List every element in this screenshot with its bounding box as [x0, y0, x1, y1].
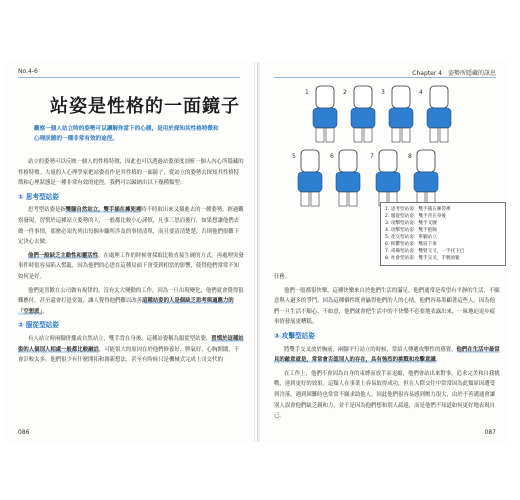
figure-number-3: 3 — [381, 89, 385, 96]
legend-item: 7. 戒備型站姿：雙臂交叉，一手托下巴 — [385, 249, 465, 254]
header-rule — [18, 77, 240, 78]
figure-number-2: 2 — [343, 89, 347, 96]
running-head-left: No.4-6 — [18, 68, 38, 75]
paragraph-8: 在工作上，他們不會因為自身的束縛而放手而退縮，他們會站出來對事，追求完美和自我挑戰，達到更好的效果。這類人在事業上容易取得成功，但在人際交往中常常因為此類原因遭受到冷落，遇到困難時也常常不願求助他人，因此他們很容易感到壓力很大，由於不善溝通會讓別人誤會他們缺乏親和力，並不是因為他們想和別人疏遠，而是他們不知道如何更好地表現自己。 — [274, 370, 500, 420]
paragraph-7: 將雙手交叉放於胸前，兩腳平行站立的時候，常給人傳遞攻擊性的感覺，他們在生活中最常見的敵意就是，常常會否認別人的存在，具有強烈的挑戰和攻擊意識。 — [274, 346, 500, 364]
highlight: 雙腳自然站立，雙手插在褲兜裡 — [65, 207, 142, 214]
lead-text: 觀察一個人站立時的姿勢可以讓解你當下的心態，是用於探知其性格特徵和心理狀態的一種非常有效的途徑。 — [34, 126, 219, 142]
section-heading-aggressive: ③ 攻擊型站姿 — [274, 331, 315, 340]
legend-item: 8. 社會型站姿：雙手交叉，手腕放鬆 — [385, 256, 460, 261]
highlight: 這種站姿的人是個缺乏思考與適應力的「空想派」 — [18, 298, 234, 315]
section-heading-thinking: ① 思考型站姿 — [18, 192, 59, 201]
section-heading-obedient: ② 服從型站姿 — [18, 321, 59, 330]
figure-number-1: 1 — [305, 89, 309, 96]
figure-number-7: 7 — [370, 153, 374, 160]
legend-item: 2. 服從型站姿：雙手背在身後 — [385, 214, 446, 219]
left-page — [4, 62, 255, 442]
intro-paragraph: 站立的姿勢可以反映一個人的性格特徵，因此也可以透過站姿深度剖析一個人內心所隱藏的性格特徵。大量的人心理學家把站姿看作是其性格的一面鏡子，從站立的姿勢去探知其性格特徵和心理狀態是一種非常有效的途徑。我們可以歸納出以下幾種類型： — [18, 159, 244, 187]
legend-item: 6. 抑鬱型站姿：雙肩下垂 — [385, 242, 437, 247]
right-page — [260, 62, 510, 442]
paragraph-6: 他們一般都很快樂，這種快樂來自於他們生活的滿足，他們通常是希望有平靜的生活，不願意與人過多的爭鬥，因為這種個性既會贏得他們的人的心情，他們容易墨顧著這些人，因為他們一旦生活不順心、不如意，他們就會把生活中的不快樂不必要地表露出來，一昧地迫退步疲事情發展更糟糕。 — [274, 287, 500, 326]
highlight: 他們在生活中最常見的敵意就是，常常會否認別人的存在，具有強烈的挑戰和攻擊意識 — [274, 346, 500, 364]
paragraph-3: 他們更喜歡在公司做有規律的、沒有太大變動的工作，因為一旦出現變化，他們就會覺得很難應付，甚至還會打退堂鼓，讓人覺得他們難以改善這種站姿的人是個缺乏思考與適應力的「空想派」。 — [18, 287, 244, 315]
header-rule — [274, 77, 496, 78]
figure-number-5: 5 — [292, 153, 296, 160]
paragraph-2: 他們一般缺乏主動性和靈活性，在處理工作的時候會採取比較直接生硬的方式。再處理突發事件時很容易陷入慌亂，因為他們的心思在這種局面下會受到相當的影響，使得他們常常不知如何是好。 — [18, 252, 244, 280]
paragraph-4: 有人站立時兩腳併攏或自然站立，雙手背在身後，這種站姿稱為服從型站姿，習慣於這種站姿的人個別人相處一般都比較融洽，可能很大的原因在於他們修養好、脾氣好、心胸開闊，不會計較太多。他們很少有什麼開拓和創新想法，甚至有時候只是機械式完成上司交代的 — [18, 335, 244, 364]
page-number-right: 087 — [484, 429, 496, 436]
paragraph-5: 任務。 — [274, 274, 291, 280]
page-number-left: 086 — [18, 429, 30, 436]
figure-number-8: 8 — [408, 153, 412, 160]
legend-item: 1. 思考型站姿：雙手插在褲袋裡 — [385, 207, 451, 212]
chapter-title: 站姿是性格的一面鏡子 — [50, 96, 240, 117]
figure-legend — [380, 202, 506, 266]
figure-number-6: 6 — [330, 153, 334, 160]
figure-number-4: 4 — [419, 89, 423, 96]
highlight: 習慣於這種站姿的人個別人相處一般都比較融洽 — [18, 335, 244, 353]
legend-item: 4. 攻擊型站姿：雙手抱胸 — [385, 228, 437, 233]
figure-row-2 — [298, 150, 360, 206]
legend-item: 3. 攻擊型站姿：雙手叉腰 — [385, 221, 437, 226]
right-body — [274, 272, 500, 425]
figure-row-2-right — [376, 150, 438, 206]
paragraph-1: 思考型站姿是指雙腳自然站立，雙手插在褲兜裡時不時取出來又插進去的一種姿勢。經過觀察發現，習慣於這種站立姿勢的人，一般都比較小心謹慎，凡事三思而後行，如果想讓他們去做一件事情，那麼必須先列出每個步驟所涉及的事情清單，而且要清清楚楚，否則他們很難下定決心去做。 — [18, 207, 244, 246]
legend-item: 5. 社交型站姿：單腳站立 — [385, 235, 437, 240]
highlight: 他們一般缺乏主動性和靈活性 — [28, 252, 99, 259]
running-head-right: Chapter 4 姿勢所隱藏的訊息 — [412, 70, 496, 77]
left-body — [18, 157, 244, 369]
